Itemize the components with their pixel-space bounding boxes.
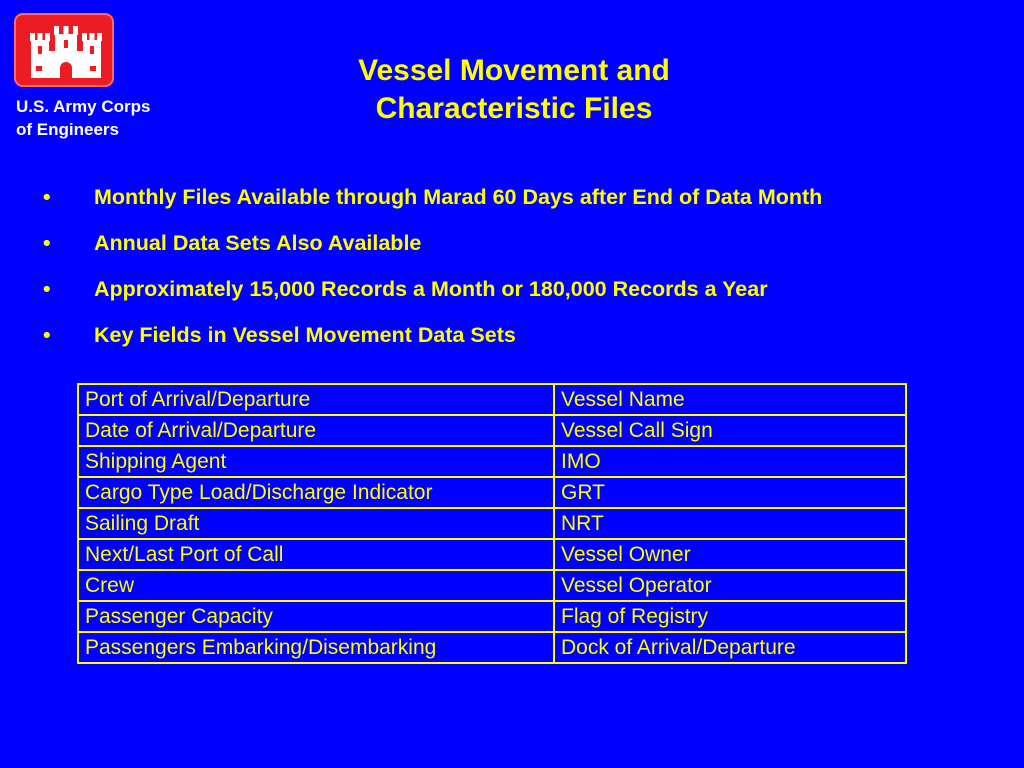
table-row: [78, 415, 906, 446]
table-cell: IMO: [554, 446, 906, 477]
usace-logo: [14, 13, 114, 87]
table-cell: Vessel Owner: [554, 539, 906, 570]
logo-caption-line2: of Engineers: [16, 120, 119, 139]
bullet-text: Approximately 15,000 Records a Month or 180,000 Records a Year: [94, 277, 768, 301]
table-cell: Passenger Capacity: [78, 601, 554, 632]
table-cell: Vessel Name: [554, 384, 906, 415]
bullet-dot: •: [43, 185, 51, 209]
slide-title-line1: Vessel Movement and: [358, 54, 670, 87]
table-row: [78, 384, 906, 415]
table-row: [78, 477, 906, 508]
table-cell: Shipping Agent: [78, 446, 554, 477]
table-cell: Next/Last Port of Call: [78, 539, 554, 570]
table-cell: Vessel Call Sign: [554, 415, 906, 446]
logo-caption-line1: U.S. Army Corps: [16, 97, 151, 116]
table-row: [78, 539, 906, 570]
bullet-text: Monthly Files Available through Marad 60 Days after End of Data Month: [94, 185, 823, 209]
bullet-dot: •: [43, 277, 51, 301]
bullet-text: Key Fields in Vessel Movement Data Sets: [94, 323, 516, 347]
table-cell: NRT: [554, 508, 906, 539]
bullet-dot: •: [43, 231, 51, 255]
table-row: [78, 508, 906, 539]
table-row: [78, 446, 906, 477]
bullet-dot: •: [43, 323, 51, 347]
logo-caption: [16, 95, 150, 141]
slide-title-line2: Characteristic Files: [375, 92, 653, 125]
table-cell: Cargo Type Load/Discharge Indicator: [78, 477, 554, 508]
table-cell: Port of Arrival/Departure: [78, 384, 554, 415]
table-cell: Crew: [78, 570, 554, 601]
key-fields-table: [77, 383, 907, 664]
table-row: [78, 632, 906, 663]
table-cell: Passengers Embarking/Disembarking: [78, 632, 554, 663]
table-row: [78, 570, 906, 601]
slide-title: [264, 52, 764, 128]
castle-icon: [27, 24, 105, 80]
table-cell: Vessel Operator: [554, 570, 906, 601]
bullet-text: Annual Data Sets Also Available: [94, 231, 422, 255]
table-cell: Sailing Draft: [78, 508, 554, 539]
table-row: [78, 601, 906, 632]
table-cell: Date of Arrival/Departure: [78, 415, 554, 446]
table-cell: Flag of Registry: [554, 601, 906, 632]
table-cell: Dock of Arrival/Departure: [554, 632, 906, 663]
table-cell: GRT: [554, 477, 906, 508]
